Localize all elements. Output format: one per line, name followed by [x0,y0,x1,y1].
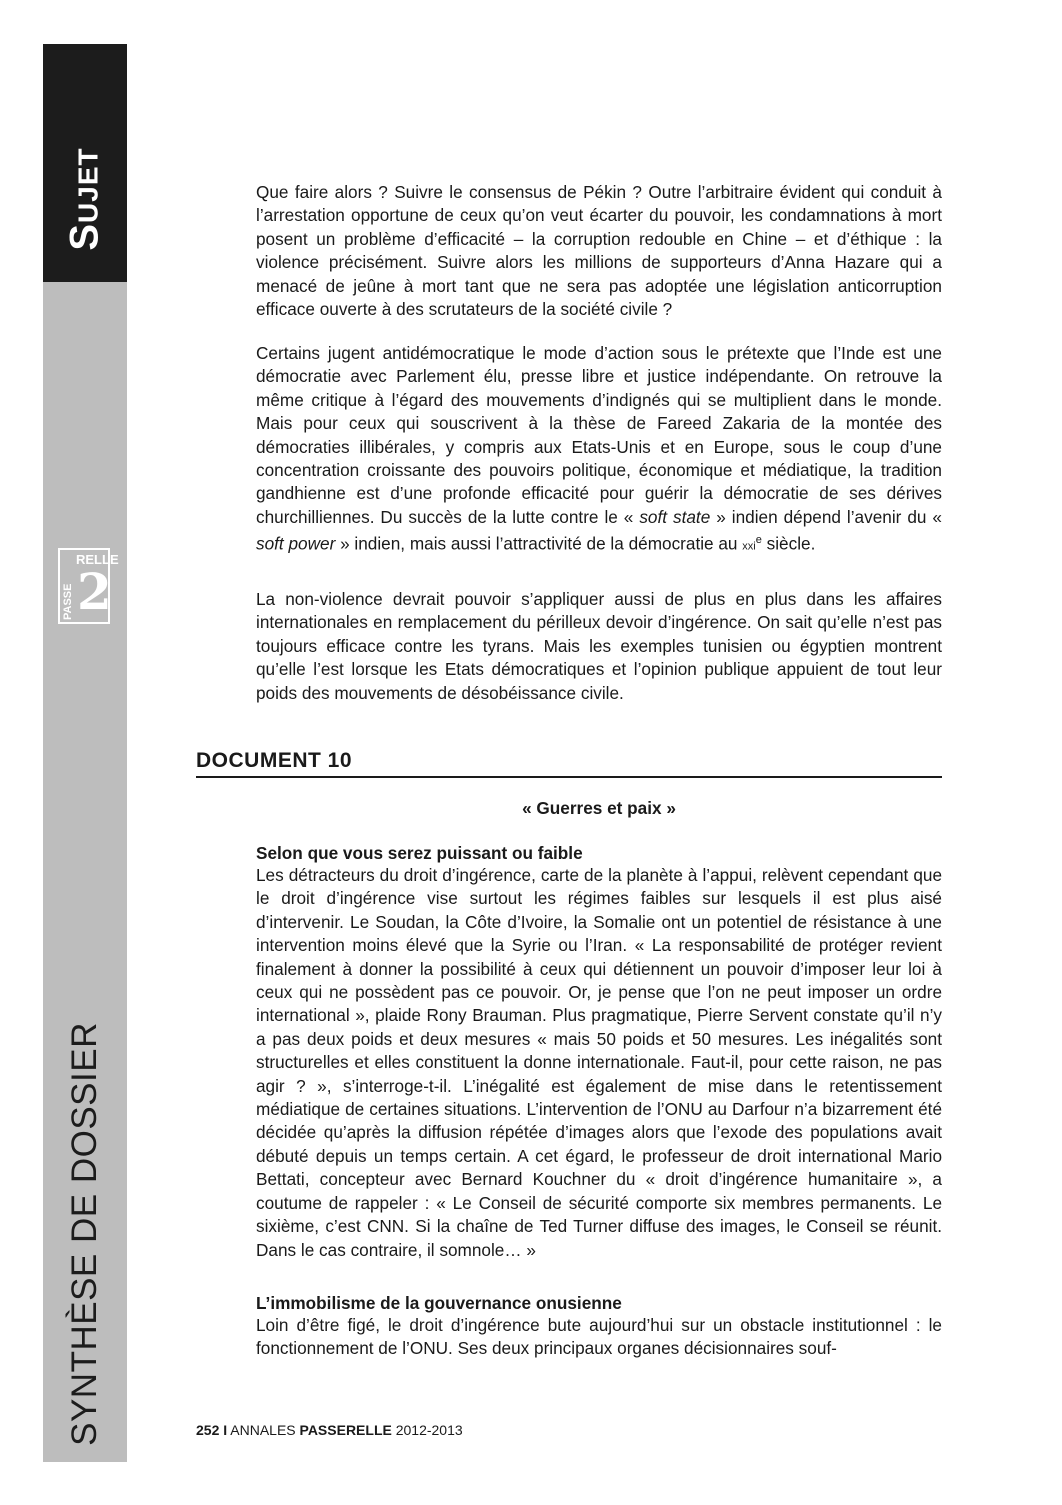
paragraph: La non-violence devrait pouvoir s’appliquer aussi de plus en plus dans les affaires internationales en remplacement du périlleux devoir d’ingérence. On sait qu’elle n’est pas toujours efficace contre les tyrans. Mais les exemples tunisien ou égyptien montrent qu’elle l’est lorsque les Etats démocratiques et l’opinion publique appuient de tout leur poids des mouvements de désobéissance civile. [256,589,942,703]
logo-top-text: RELLE [76,552,119,567]
logo-number: 2 [77,562,112,621]
paragraph: Loin d’être figé, le droit d’ingérence bute aujourd’hui sur un obstacle institutionnel : le fonctionnement de l’ONU. Ses deux principaux organes décisionnaires souf- [256,1315,942,1359]
paragraph: Les détracteurs du droit d’ingérence, carte de la planète à l’appui, relèvent cependant que le droit d’ingérence vise surtout les régimes faibles sur lesquels il est plus aisé d’intervenir. Le Soudan, la Côte d’Ivoire, la Somalie ont un potentiel de résistance à une intervention moins élevé que la Syrie ou l’Iran. « La responsabilité de protéger revient finalement à donner la possibilité à ceux qui détiennent un pouvoir d’imposer leur loi à ceux qui ne possèdent pas ce pouvoir. Or, je pense que l’on ne peut imposer un ordre international », plaide Rony Brauman. Plus pragmatique, Pierre Servent constate qu’il n’y a pas deux poids et deux mesures « mais 50 poids et 50 mesures. Les inégalités sont structurelles et elles constituent la donne internationale. Faut-il, pour cette raison, ne pas agir ? », s’interroge-t-il. L’inégalité est également de mise dans le retentissement médiatique de certaines situations. L’intervention de l’ONU au Darfour n’a bizarrement été décidée qu’après la diffusion répétée d’images alors que l’exode des populations avait débuté depuis un temps certain. A cet égard, le professeur de droit international Mario Bettati, concepteur avec Bernard Kouchner du « droit d’ingérence humanitaire », a coutume de rappeler : « Le Conseil de sécurité comporte six membres permanents. Le sixième, c’est CNN. Si la chaîne de Ted Turner diffuse des images, le Conseil se réunit. Dans le cas contraire, il somnole… » [256,865,942,1260]
brand-name: PASSERELLE [299,1422,392,1438]
italic-term: soft state [639,506,711,527]
page-number: 252 [196,1422,220,1438]
italic-term: soft power [256,533,336,554]
document-title: DOCUMENT 10 [196,748,942,778]
sidebar [43,44,127,1462]
passerelle-logo [58,548,119,624]
section-label: Sujet [62,147,107,251]
century-numeral: xxi [742,540,756,553]
section-heading: L’immobilisme de la gouvernance onusienne [256,1293,622,1313]
document-subtitle: « Guerres et paix » [522,798,676,818]
section-heading: Selon que vous serez puissant ou faible [256,843,583,863]
logo-side-text: PASSE [62,583,74,620]
vertical-title: SYNTHÈSE DE DOSSIER [65,1022,104,1446]
page-footer: 252 I ANNALES PASSERELLE 2012-2013 [196,1422,463,1438]
paragraph: Certains jugent antidémocratique le mode d’action sous le prétexte que l’Inde est une démocratie avec Parlement élu, presse libre et justice indépendante. On retrouve la même critique à l’égard des mouvements d’indignés qui se multiplient dans le monde. Mais pour ceux qui souscrivent à la thèse de Fareed Zakaria de la montée des démocraties illibérales, y compris aux Etats-Unis et en Europe, sous le coup d’une concentration croissante des pouvoirs politique, économique et médiatique, la tradition gandhienne est d’une profonde efficacité pour guérir la démocratie de ses dérives churchilliennes. Du succès de la lutte contre le « soft state » indien dépend l’avenir du « soft power » indien, mais aussi l’attractivité de la démocratie au xxi$^e$ siècle. [256,343,942,554]
paragraph: Que faire alors ? Suivre le consensus de Pékin ? Outre l’arbitraire évident qui conduit à l’arrestation opportune de ceux qu’on veut écarter du pouvoir, les condamnations à mort posent un problème d’efficacité – la corruption redouble en Chine – et d’éthique : la violence précisément. Suivre alors les millions de supporteurs d’Anna Hazare qui a menacé de jeûne à mort tant que ne sera pas adoptée une législation anticorruption efficace ouverte à des scrutateurs de la société civile ? [256,182,942,320]
